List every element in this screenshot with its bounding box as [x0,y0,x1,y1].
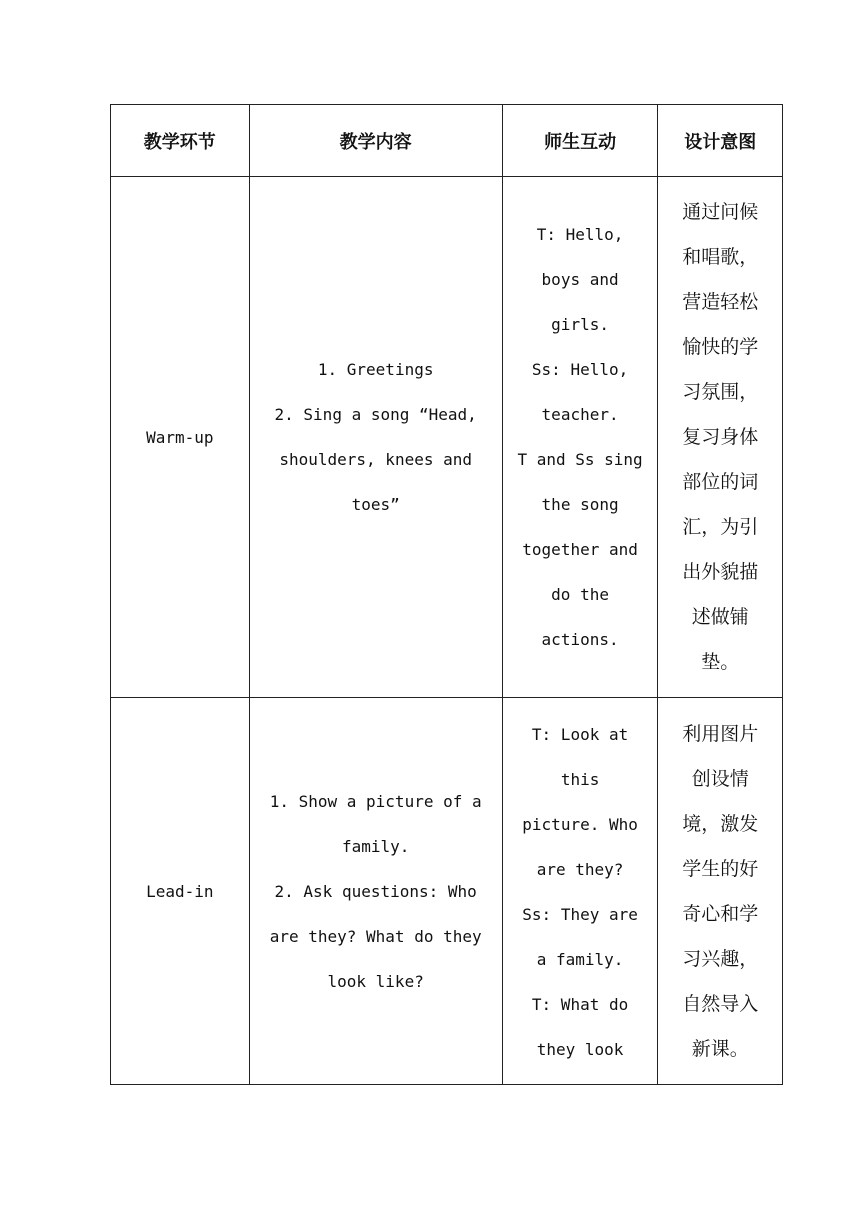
cell-line: T and Ss sing [517,450,643,469]
cell-line: 复习身体 [682,425,759,448]
cell-line: teacher. [541,405,619,424]
cell-line: 2. Sing a song “Head, [274,405,477,424]
cell-line: 新课。 [691,1038,749,1060]
intent-cell [658,177,783,698]
cell-line: picture. Who [522,815,638,834]
header-teaching-content: 教学内容 [249,105,502,177]
intent-lines [658,698,782,1072]
cell-line: are they? [536,860,624,879]
cell-line: 奇心和学 [682,903,759,925]
cell-line: 垫。 [701,650,740,673]
cell-line: together and [522,540,638,559]
cell-line: 愉快的学 [682,335,759,358]
cell-line: this [560,770,600,789]
cell-line: 习兴趣， [682,948,759,970]
cell-line: girls. [551,315,609,334]
cell-line: 2. Ask questions: Who [274,881,477,901]
cell-line: 创设情 [691,768,749,790]
table-row [111,177,783,698]
interaction-lines [503,698,658,1072]
header-teaching-stage: 教学环节 [111,105,250,177]
cell-line: Ss: Hello, [531,360,629,379]
cell-line: shoulders, knees and [279,450,472,469]
table-header-row [111,105,783,177]
cell-line: 部位的词 [682,470,759,493]
stage-cell: Warm-up [111,177,250,698]
cell-line: T: Hello, [536,225,624,244]
cell-line: look like? [327,971,424,991]
stage-cell: Lead-in [111,698,250,1085]
cell-line: boys and [541,270,619,289]
header-teacher-student-interaction: 师生互动 [502,105,658,177]
cell-line: 述做铺 [691,605,749,628]
interaction-lines [503,212,658,662]
cell-line: 习氛围， [682,380,759,403]
intent-cell [658,698,783,1085]
cell-line: 通过问候 [682,200,759,223]
cell-line: they look [536,1040,624,1059]
cell-line: 1. Greetings [317,360,434,379]
lesson-plan-table [110,104,783,1085]
cell-line: Ss: They are [522,905,638,924]
cell-line: family. [341,836,410,856]
interaction-cell [502,698,658,1085]
content-cell [249,698,502,1085]
cell-line: 营造轻松 [682,290,759,313]
cell-line: 出外貌描 [682,560,759,583]
intent-lines [658,190,782,685]
cell-line: 境，激发 [682,813,759,835]
content-cell [249,177,502,698]
header-design-intent: 设计意图 [658,105,783,177]
cell-line: 汇，为引 [682,515,759,538]
cell-line: 1. Show a picture of a [269,791,482,811]
content-lines [250,347,502,527]
cell-line: the song [541,495,619,514]
cell-line: toes” [351,495,400,514]
cell-line: 自然导入 [682,993,759,1015]
cell-line: a family. [536,950,624,969]
cell-line: T: What do [531,995,629,1014]
cell-line: T: Look at [531,725,629,744]
interaction-cell [502,177,658,698]
table-row [111,698,783,1085]
cell-line: do the [551,585,609,604]
cell-line: actions. [541,630,619,649]
cell-line: are they? What do they [269,926,482,946]
cell-line: 和唱歌， [682,245,759,268]
cell-line: 学生的好 [682,858,759,880]
content-lines [250,779,502,1004]
cell-line: 利用图片 [682,723,759,745]
